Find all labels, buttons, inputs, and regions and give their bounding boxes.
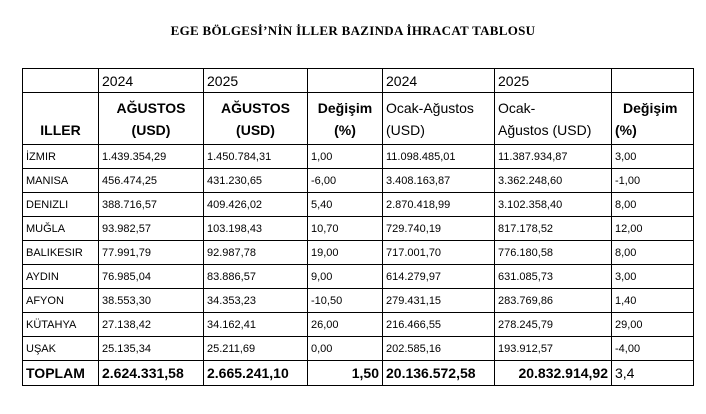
value-cell: 817.178,52 <box>495 217 612 241</box>
value-cell: 409.426,02 <box>204 193 308 217</box>
value-cell: 77.991,79 <box>99 241 204 265</box>
year-cell: 2024 <box>383 69 495 93</box>
value-cell: 216.466,55 <box>383 313 495 337</box>
province-cell: İZMIR <box>23 145 99 169</box>
province-cell: KÜTAHYA <box>23 313 99 337</box>
value-cell: 27.138,42 <box>99 313 204 337</box>
value-cell: 83.886,57 <box>204 265 308 289</box>
value-cell: 729.740,19 <box>383 217 495 241</box>
province-cell: AFYON <box>23 289 99 313</box>
year-cell: 2024 <box>99 69 204 93</box>
value-cell: 19,00 <box>308 241 383 265</box>
value-cell: 38.553,30 <box>99 289 204 313</box>
value-cell: 1.450.784,31 <box>204 145 308 169</box>
table-row <box>23 217 694 241</box>
value-cell: 93.982,57 <box>99 217 204 241</box>
value-cell: 25.211,69 <box>204 337 308 361</box>
table-row <box>23 241 694 265</box>
value-cell: 8,00 <box>612 241 694 265</box>
value-cell: 283.769,86 <box>495 289 612 313</box>
value-cell: 202.585,16 <box>383 337 495 361</box>
table-body <box>23 145 694 361</box>
value-cell: 1.439.354,29 <box>99 145 204 169</box>
total-cell: 2.624.331,58 <box>99 361 204 386</box>
header-line: Ocak- <box>498 100 536 116</box>
header-line: Ocak-Ağustos <box>386 100 474 116</box>
header-line: (USD) <box>236 122 275 138</box>
header-change-jan-aug <box>612 93 694 145</box>
value-cell: -10,50 <box>308 289 383 313</box>
value-cell: -4,00 <box>612 337 694 361</box>
total-cell: 3,4 <box>612 361 694 386</box>
value-cell: 0,00 <box>308 337 383 361</box>
header-line: (USD) <box>131 122 171 138</box>
value-cell: -6,00 <box>308 169 383 193</box>
value-cell: 76.985,04 <box>99 265 204 289</box>
value-cell: 631.085,73 <box>495 265 612 289</box>
header-august-2024 <box>99 93 204 145</box>
value-cell: 2.870.418,99 <box>383 193 495 217</box>
year-cell: 2025 <box>204 69 308 93</box>
header-jan-aug-2025 <box>495 93 612 145</box>
header-line: (USD) <box>386 122 425 138</box>
header-line: AĞUSTOS <box>116 100 186 116</box>
value-cell: 11.098.485,01 <box>383 145 495 169</box>
value-cell: 1,00 <box>308 145 383 169</box>
header-line: Değişim <box>317 100 373 116</box>
year-cell <box>23 69 99 93</box>
value-cell: 8,00 <box>612 193 694 217</box>
value-cell: -1,00 <box>612 169 694 193</box>
table-row <box>23 313 694 337</box>
value-cell: 3,00 <box>612 265 694 289</box>
value-cell: 776.180,58 <box>495 241 612 265</box>
table-row <box>23 169 694 193</box>
value-cell: 193.912,57 <box>495 337 612 361</box>
total-cell: 20.832.914,92 <box>495 361 612 386</box>
header-row <box>23 93 694 145</box>
header-jan-aug-2024 <box>383 93 495 145</box>
value-cell: 3,00 <box>612 145 694 169</box>
value-cell: 29,00 <box>612 313 694 337</box>
value-cell: 1,40 <box>612 289 694 313</box>
header-line: Ağustos <box>498 122 553 138</box>
header-line: (%) <box>334 122 356 138</box>
province-cell: MUĞLA <box>23 217 99 241</box>
table-row <box>23 145 694 169</box>
page-title: EGE BÖLGESİ’NİN İLLER BAZINDA İHRACAT TABLOSU <box>170 23 536 38</box>
value-cell: 431.230,65 <box>204 169 308 193</box>
header-line: Değişim <box>623 100 678 116</box>
header-change-august <box>308 93 383 145</box>
year-cell <box>612 69 694 93</box>
province-cell: DENIZLI <box>23 193 99 217</box>
year-row <box>23 69 694 93</box>
value-cell: 3.362.248,60 <box>495 169 612 193</box>
value-cell: 279.431,15 <box>383 289 495 313</box>
value-cell: 10,70 <box>308 217 383 241</box>
province-cell: AYDIN <box>23 265 99 289</box>
table-row <box>23 265 694 289</box>
value-cell: 388.716,57 <box>99 193 204 217</box>
table-row <box>23 289 694 313</box>
value-cell: 92.987,78 <box>204 241 308 265</box>
year-cell: 2025 <box>495 69 612 93</box>
value-cell: 717.001,70 <box>383 241 495 265</box>
value-cell: 456.474,25 <box>99 169 204 193</box>
value-cell: 614.279,97 <box>383 265 495 289</box>
total-label: TOPLAM <box>23 361 99 386</box>
value-cell: 3.408.163,87 <box>383 169 495 193</box>
header-august-2025 <box>204 93 308 145</box>
value-cell: 3.102.358,40 <box>495 193 612 217</box>
province-cell: MANISA <box>23 169 99 193</box>
total-row <box>23 361 694 386</box>
year-cell <box>308 69 383 93</box>
value-cell: 5,40 <box>308 193 383 217</box>
value-cell: 12,00 <box>612 217 694 241</box>
value-cell: 9,00 <box>308 265 383 289</box>
value-cell: 26,00 <box>308 313 383 337</box>
value-cell: 34.353,23 <box>204 289 308 313</box>
total-cell: 1,50 <box>308 361 383 386</box>
value-cell: 103.198,43 <box>204 217 308 241</box>
value-cell: 11.387.934,87 <box>495 145 612 169</box>
export-table <box>22 68 694 386</box>
value-cell: 25.135,34 <box>99 337 204 361</box>
province-cell: BALIKESIR <box>23 241 99 265</box>
header-line: (USD) <box>552 122 592 138</box>
total-cell: 20.136.572,58 <box>383 361 495 386</box>
header-line: (%) <box>615 122 637 138</box>
header-iller: ILLER <box>23 93 99 145</box>
value-cell: 278.245,79 <box>495 313 612 337</box>
province-cell: UŞAK <box>23 337 99 361</box>
header-line: AĞUSTOS <box>221 100 290 116</box>
total-cell: 2.665.241,10 <box>204 361 308 386</box>
table-row <box>23 193 694 217</box>
value-cell: 34.162,41 <box>204 313 308 337</box>
table-row <box>23 337 694 361</box>
